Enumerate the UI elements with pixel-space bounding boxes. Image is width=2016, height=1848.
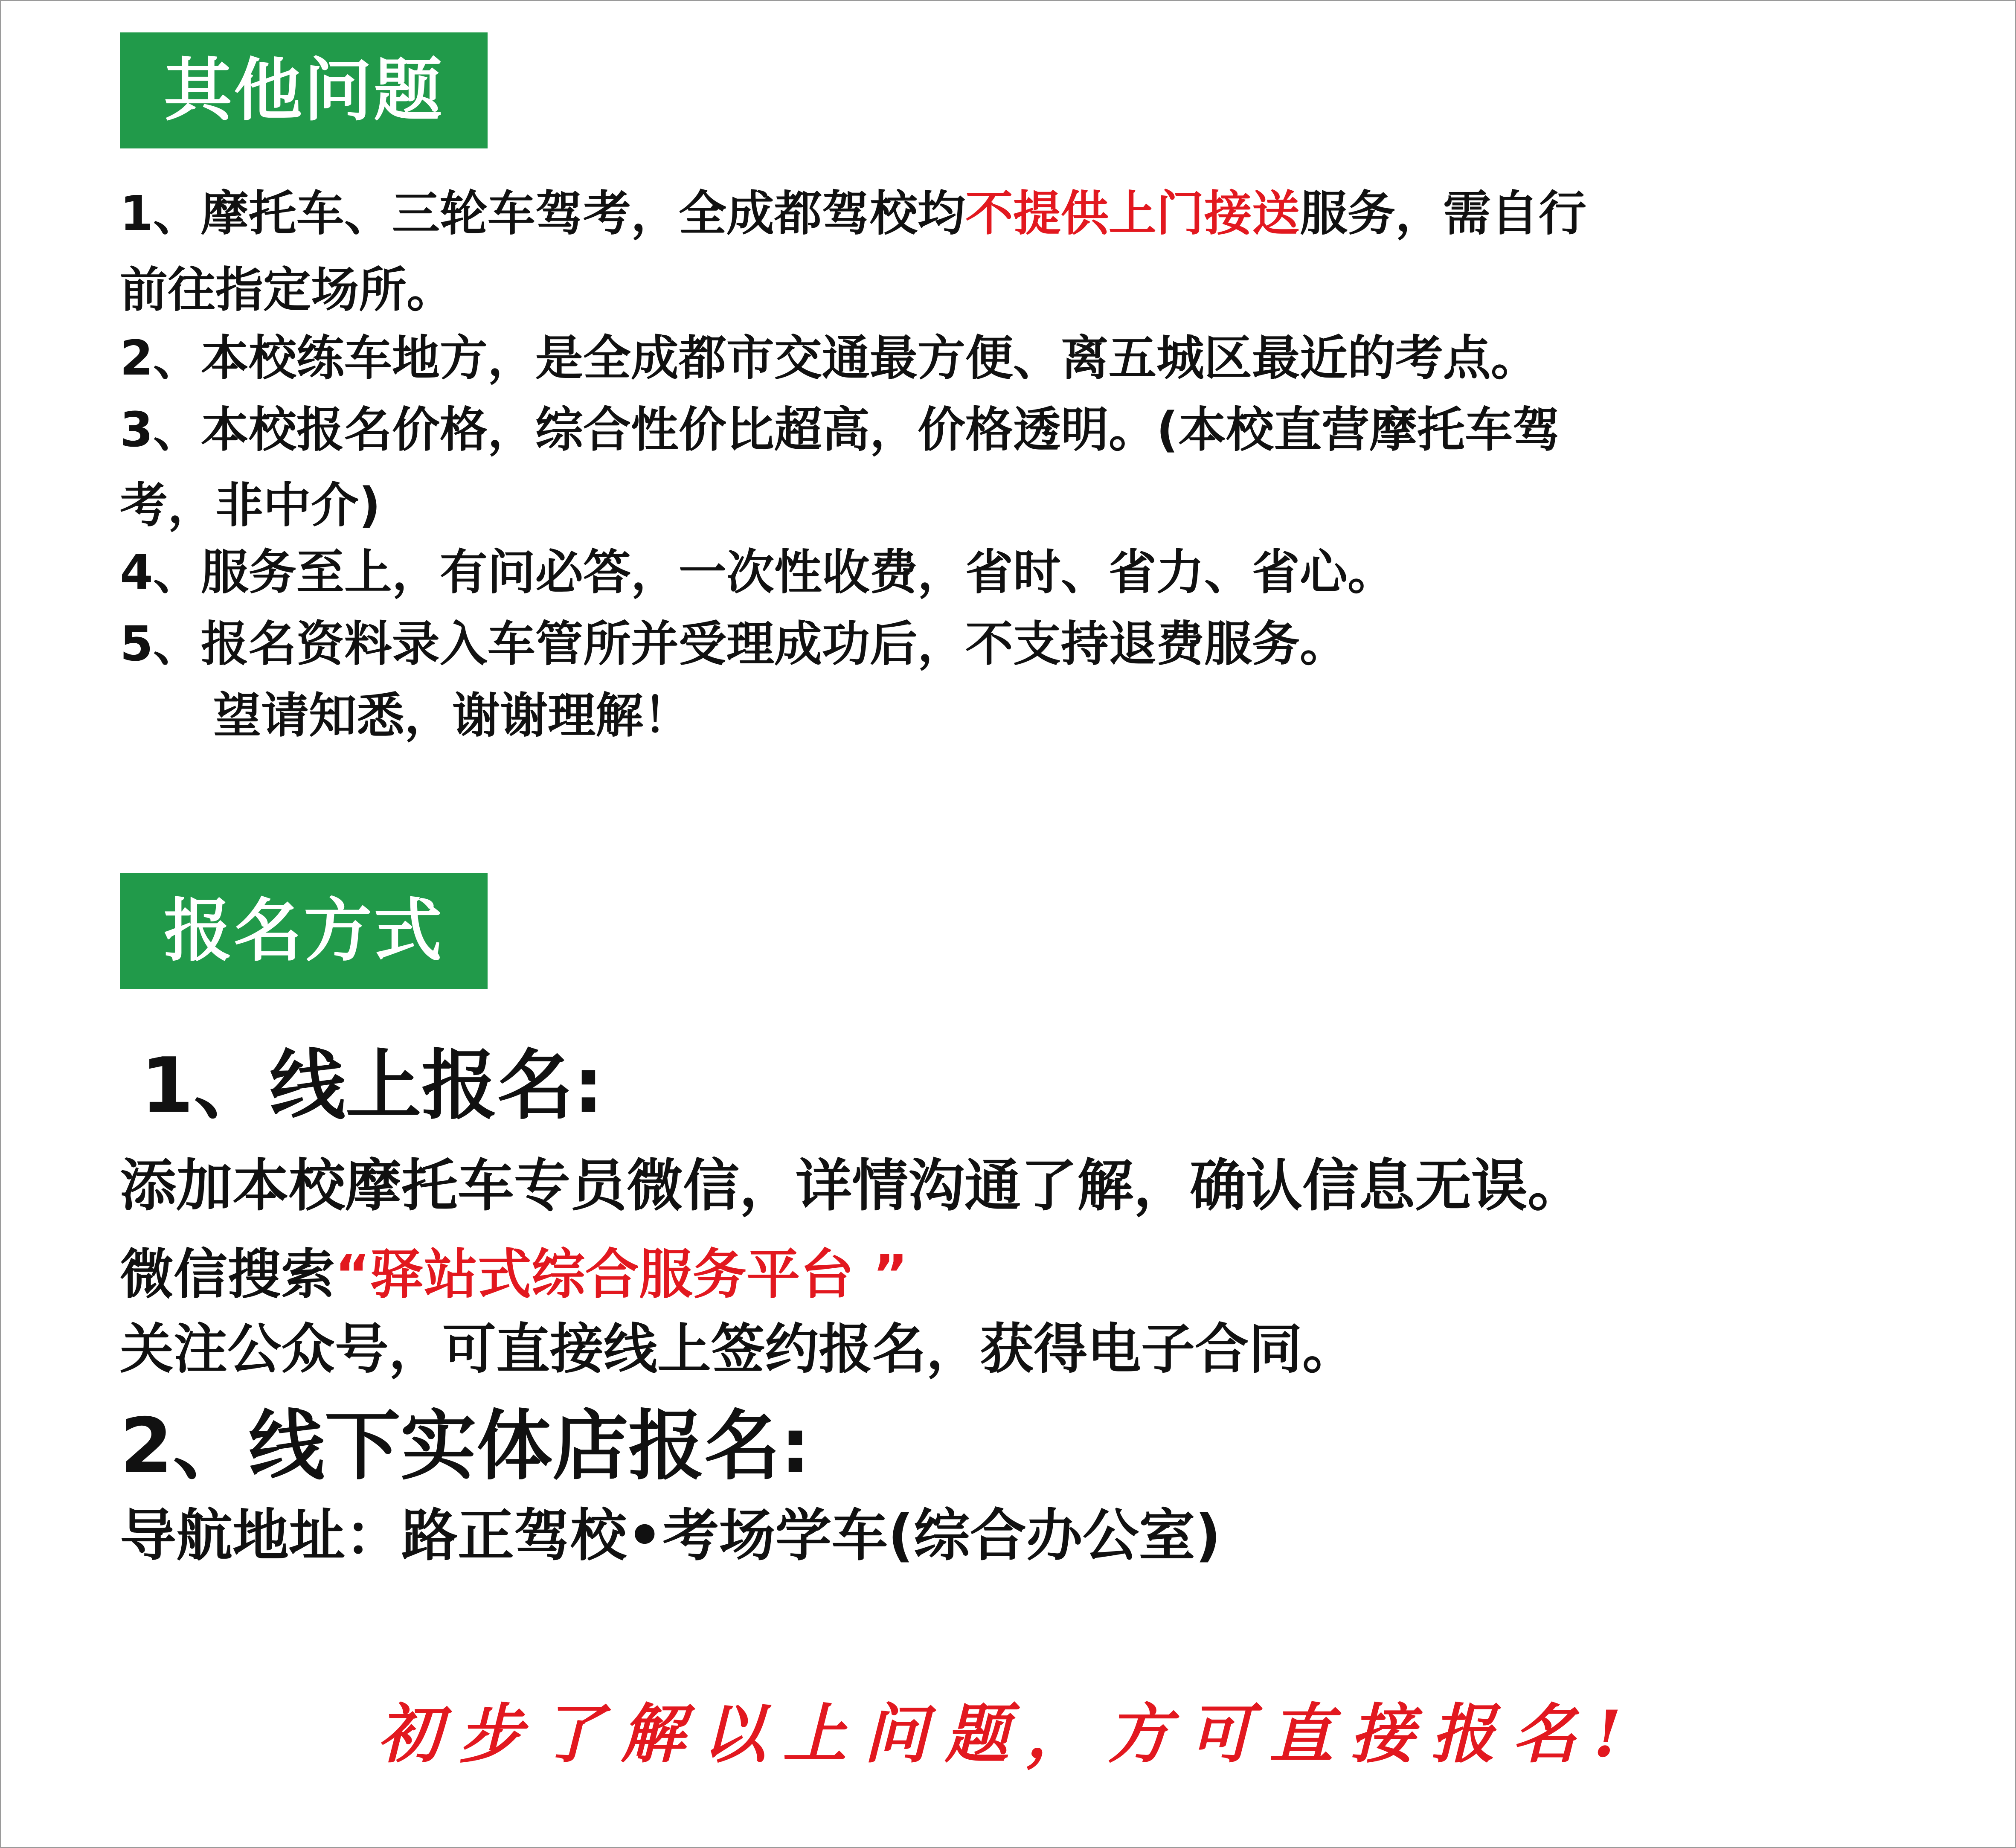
question-3: 3、本校报名价格，综合性价比超高，价格透明。(本校直营摩托车驾 (120, 402, 1561, 458)
online-signup-search-line (120, 1241, 908, 1308)
question-1-continued: 前往指定场所。 (120, 262, 454, 318)
footer-slogan: 初步了解以上问题，方可直接报名! (378, 1697, 1638, 1772)
question-1-text-end: 服务，需自行 (1299, 186, 1586, 241)
question-1-highlight: 不提供上门接送 (965, 186, 1300, 241)
online-signup-follow-line: 关注公众号，可直接线上签约报名，获得电子合同。 (120, 1318, 1356, 1380)
search-prefix: 微信搜索 (120, 1243, 335, 1306)
section-title-other-questions: 其他问题 (120, 32, 488, 148)
offline-signup-heading: 2、线下实体店报名: (120, 1402, 811, 1490)
closing-note: 望请知悉，谢谢理解！ (213, 688, 691, 744)
offline-signup-address: 导航地址：路正驾校•考场学车(综合办公室) (120, 1503, 1221, 1569)
section-title-signup: 报名方式 (120, 873, 488, 989)
online-signup-heading: 1、线上报名: (141, 1041, 604, 1130)
question-1-text: 1、摩托车、三轮车驾考，全成都驾校均 (120, 186, 965, 241)
online-signup-wechat-line: 添加本校摩托车专员微信，详情沟通了解，确认信息无误。 (120, 1153, 1584, 1219)
search-account-name: “驿站式综合服务平台 ” (335, 1243, 908, 1306)
question-3-continued: 考，非中介) (120, 478, 381, 533)
question-5: 5、报名资料录入车管所并受理成功后，不支持退费服务。 (120, 616, 1348, 672)
question-2: 2、本校练车地方，是全成都市交通最方便、离五城区最近的考点。 (120, 331, 1539, 386)
question-1-line (120, 184, 1586, 244)
question-4: 4、服务至上，有问必答，一次性收费，省时、省力、省心。 (120, 545, 1395, 600)
